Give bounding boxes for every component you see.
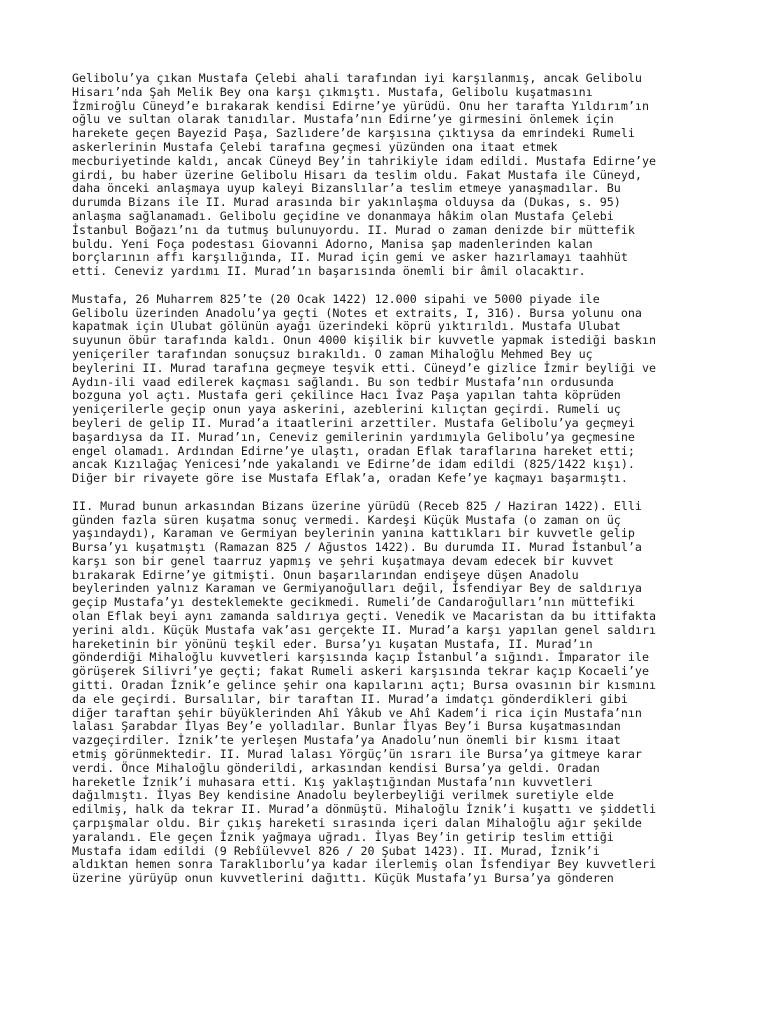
paragraph-3 xyxy=(72,500,712,886)
text-line: Gelibolu’ya çıkan Mustafa Çelebi ahali tarafından iyi karşılanmış, ancak Gelibolu xyxy=(72,71,642,85)
text-line: vazgeçirdiler. İznik’te yerleşen Mustafa’ya Anadolu’nun önemli bir kısmı itaat xyxy=(72,733,621,748)
text-line: geçip Mustafa’yı desteklemekte gecikmedi. Rumeli’de Candaroğulları’nın müttefiki xyxy=(72,595,635,610)
text-line: durumda Bizans ile II. Murad arasında bir yakınlaşma olduysa da (Dukas, s. 95) xyxy=(72,195,621,210)
text-line: suyunun öbür tarafında kaldı. Onun 4000 kişilik bir kuvvetle yapmak istediği baskın xyxy=(72,333,657,348)
text-line: engel olamadı. Ardından Edirne’ye ulaştı, oradan Eflak taraflarına hareket etti; xyxy=(72,443,635,458)
text-line: çarpışmalar oldu. Bir çıkış hareketi sırasında içeri dalan Mihaloğlu ağır şekilde xyxy=(72,816,642,831)
text-line: edilmiş, halk da tekrar II. Murad’a dönmüştü. Mihaloğlu İznik’i kuşattı ve şiddetli xyxy=(72,802,657,817)
text-line: Aydın-ili vaad edilerek kaçması sağlandı. Bu son tedbir Mustafa’nın ordusunda xyxy=(72,374,614,389)
text-line: üzerine yürüyüp onun kuvvetlerini dağıttı. Küçük Mustafa’yı Bursa’ya gönderen xyxy=(72,871,614,886)
text-line: İstanbul Boğazı’nı da tutmuş bulunuyordu. II. Murad o zaman denizde bir müttefik xyxy=(72,222,635,237)
text-line: harekete geçen Bayezid Paşa, Sazlıdere’de karşısına çıktıysa da emrindeki Rumeli xyxy=(72,126,635,141)
text-line: bırakarak Edirne’ye gitmişti. Onun başarılarından endişeye düşen Anadolu xyxy=(72,567,579,582)
text-line: yerini aldı. Küçük Mustafa vak’ası gerçekte II. Murad’a karşı yapılan genel saldırı xyxy=(72,622,657,637)
text-line: diğer taraftan şehir büyüklerinden Ahî Yâkub ve Ahî Kadem’i rica için Mustafa’nın xyxy=(72,705,642,720)
text-line: Mustafa, 26 Muharrem 825’te (20 Ocak 1422) 12.000 sipahi ve 5000 piyade ile xyxy=(72,291,600,306)
text-line: hareketle İznik’i muhasara etti. Kış yaklaştığından Mustafa’nın kuvvetleri xyxy=(72,774,593,789)
text-line: oğlu ve sultan olarak tanıdılar. Mustafa’nın Edirne’ye girmesini önlemek için xyxy=(72,112,614,127)
text-line: olan Eflak beyi aynı zamanda saldırıya geçti. Venedik ve Macaristan da bu ittifakta xyxy=(72,609,657,624)
text-line: İzmiroğlu Cüneyd’e bırakarak kendisi Edirne’ye yürüdü. Onu her tarafta Yıldırım’ın xyxy=(72,98,649,113)
text-line: da ele geçirdi. Bursalılar, bir taraftan II. Murad’a imdatçı gönderdikleri gibi xyxy=(72,691,628,706)
text-line: yaşındaydı), Karaman ve Germiyan beylerinin yanına kattıkları bir kuvvetle gelip xyxy=(72,526,635,541)
text-line: Mustafa idam edildi (9 Rebîülevvel 826 / 20 Şubat 1423). II. Murad, İznik’i xyxy=(72,843,600,858)
text-line: yeniçeriler tarafından sonuçsuz bırakıldı. O zaman Mihaloğlu Mehmed Bey uç xyxy=(72,346,593,361)
text-line: etti. Ceneviz yardımı II. Murad’ın başarısında önemli bir âmil olacaktır. xyxy=(72,264,586,279)
text-line: Bursa’yı kuşatmıştı (Ramazan 825 / Ağustos 1422). Bu durumda II. Murad İstanbul’a xyxy=(72,540,642,555)
paragraph-1 xyxy=(72,72,712,279)
text-line: Gelibolu üzerinden Anadolu’ya geçti (Notes et extraits, I, 316). Bursa yolunu ona xyxy=(72,305,642,320)
text-line: görüşerek Silivri’ye geçti; fakat Rumeli askeri karşısında tekrar kaçıp Kocaeli’ye xyxy=(72,664,649,679)
text-line: Hisarı’nda Şah Melik Bey ona karşı çıkmıştı. Mustafa, Gelibolu kuşatmasını xyxy=(72,84,593,99)
text-line: bozguna yol açtı. Mustafa geri çekilince Hacı İvaz Paşa yapılan tahta köprüden xyxy=(72,388,621,403)
text-line: hareketinin bir yönünü teşkil eder. Bursa’yı kuşatan Mustafa, II. Murad’ın xyxy=(72,636,593,651)
text-line: girdi, bu haber üzerine Gelibolu Hisarı da teslim oldu. Fakat Mustafa ile Cüneyd, xyxy=(72,167,642,182)
text-line: buldu. Yeni Foça podestası Giovanni Adorno, Manisa şap madenlerinden kalan xyxy=(72,236,593,251)
text-line: gitti. Oradan İznik’e gelince şehir ona kapılarını açtı; Bursa ovasının bir kısmını xyxy=(72,678,657,693)
text-line: ancak Kızılağaç Yenicesi’nde yakalandı ve Edirne’de idam edildi (825/1422 kışı). xyxy=(72,457,635,472)
text-line: verdi. Önce Mihaloğlu gönderildi, arkasından kendisi Bursa’ya geldi. Oradan xyxy=(72,760,600,775)
text-line: Diğer bir rivayete göre ise Mustafa Eflak’a, oradan Kefe’ye kaçmayı başarmıştı. xyxy=(72,471,628,486)
text-line: yeniçerilerle geçip onun yaya askerini, azeblerini kılıçtan geçirdi. Rumeli uç xyxy=(72,402,621,417)
text-line: beylerini II. Murad tarafına geçmeye teşvik etti. Cüneyd’e gizlice İzmir beyliği ve xyxy=(72,360,657,375)
text-line: gönderdiği Mihaloğlu kuvvetleri karşısında kaçıp İstanbul’a sığındı. İmparator ile xyxy=(72,650,649,665)
text-line: kapatmak için Ulubat gölünün ayağı üzerindeki köprü yıktırıldı. Mustafa Ulubat xyxy=(72,319,621,334)
text-line: II. Murad bunun arkasından Bizans üzerine yürüdü (Receb 825 / Haziran 1422). Elli xyxy=(72,498,642,513)
text-line: etmiş görünmektedir. II. Murad lalası Yörgüç’ün ısrarı ile Bursa’ya gitmeye karar xyxy=(72,747,642,762)
text-line: beyleri de gelip II. Murad’a itaatlerini arzettiler. Mustafa Gelibolu’ya geçmeyi xyxy=(72,415,635,430)
text-line: beylerinden yalnız Karaman ve Germiyanoğulları değil, İsfendiyar Bey de saldırıya xyxy=(72,581,642,596)
text-line: borçlarının affı karşılığında, II. Murad için gemi ve asker hazırlamayı taahhüt xyxy=(72,250,628,265)
text-line: günden fazla süren kuşatma sonuç vermedi. Kardeşi Küçük Mustafa (o zaman on üç xyxy=(72,512,621,527)
text-line: mecburiyetinde kaldı, ancak Cüneyd Bey’in tahrikiyle idam edildi. Mustafa Edirne’ye xyxy=(72,153,657,168)
text-line: aldıktan hemen sonra Taraklıborlu’ya kadar ilerlemiş olan İsfendiyar Bey kuvvetleri xyxy=(72,857,657,872)
text-line: başardıysa da II. Murad’ın, Ceneviz gemilerinin yardımıyla Gelibolu’ya geçmesine xyxy=(72,429,635,444)
text-line: anlaşma sağlanamadı. Gelibolu geçidine ve donanmaya hâkim olan Mustafa Çelebi xyxy=(72,208,614,223)
text-line: yaralandı. Ele geçen İznik yağmaya uğradı. İlyas Bey’in getirip teslim ettiği xyxy=(72,829,614,844)
paragraph-2 xyxy=(72,293,712,486)
text-line: askerlerinin Mustafa Çelebi tarafına geçmesi yüzünden ona itaat etmek xyxy=(72,139,558,154)
text-line: karşı son bir genel taarruz yapmış ve şehri kuşatmaya devam edecek bir kuvvet xyxy=(72,553,614,568)
document-page xyxy=(72,72,712,900)
text-line: lalası Şarabdar İlyas Bey’e yolladılar. Bunlar İlyas Bey’i Bursa kuşatmasından xyxy=(72,719,621,734)
text-line: daha önceki anlaşmaya uyup kaleyi Bizanslılar’a teslim etmeye yanaşmadılar. Bu xyxy=(72,181,621,196)
text-line: dağılmıştı. İlyas Bey kendisine Anadolu beylerbeyliği verilmek suretiyle elde xyxy=(72,788,614,803)
